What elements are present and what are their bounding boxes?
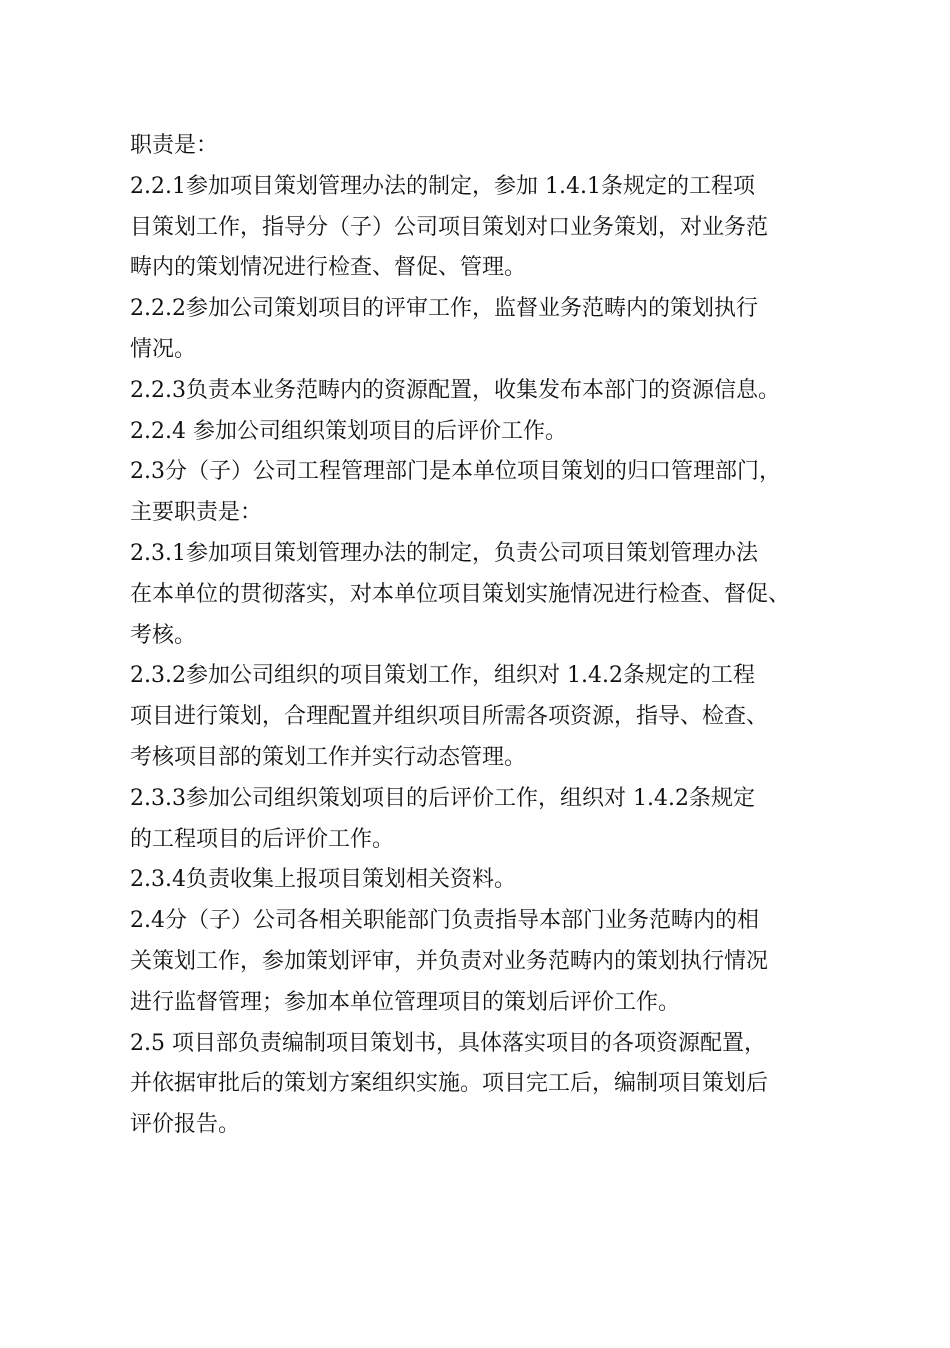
- text-line: 进行监督管理；参加本单位管理项目的策划后评价工作。: [130, 989, 681, 1015]
- text-line: 畴内的策划情况进行检查、督促、管理。: [130, 255, 527, 281]
- text-line: 2.2.4 参加公司组织策划项目的后评价工作。: [130, 418, 567, 444]
- text-line: 2.3分（子）公司工程管理部门是本单位项目策划的归口管理部门，: [130, 459, 781, 485]
- text-line: 2.3.3参加公司组织策划项目的后评价工作，组织对 1.4.2条规定: [130, 785, 755, 811]
- text-line: 2.2.3负责本业务范畴内的资源配置，收集发布本部门的资源信息。: [130, 377, 780, 403]
- text-line: 考核。: [130, 622, 197, 648]
- text-line: 2.3.1参加项目策划管理办法的制定，负责公司项目策划管理办法: [130, 540, 758, 566]
- text-line: 评价报告。: [130, 1112, 241, 1138]
- text-line: 2.4分（子）公司各相关职能部门负责指导本部门业务范畴内的相: [130, 908, 759, 934]
- text-line: 项目进行策划，合理配置并组织项目所需各项资源，指导、检查、: [130, 704, 769, 730]
- document-body: [130, 126, 850, 1146]
- text-line: 2.2.1参加项目策划管理办法的制定，参加 1.4.1条规定的工程项: [130, 173, 755, 199]
- text-line: 并依据审批后的策划方案组织实施。项目完工后，编制项目策划后: [130, 1071, 769, 1097]
- text-line: 目策划工作，指导分（子）公司项目策划对口业务策划，对业务范: [130, 214, 769, 240]
- text-line: 2.5 项目部负责编制项目策划书，具体落实项目的各项资源配置，: [130, 1030, 766, 1056]
- text-line: 2.3.4负责收集上报项目策划相关资料。: [130, 867, 516, 893]
- text-line: 的工程项目的后评价工作。: [130, 826, 395, 852]
- text-line: 情况。: [130, 336, 197, 362]
- text-line: 2.3.2参加公司组织的项目策划工作，组织对 1.4.2条规定的工程: [130, 663, 755, 689]
- text-line: 考核项目部的策划工作并实行动态管理。: [130, 744, 527, 770]
- text-line: 2.2.2参加公司策划项目的评审工作，监督业务范畴内的策划执行: [130, 296, 758, 322]
- text-line: 职责是：: [130, 133, 219, 158]
- text-line: 在本单位的贯彻落实，对本单位项目策划实施情况进行检查、督促、: [130, 581, 791, 607]
- text-line: 关策划工作，参加策划评审，并负责对业务范畴内的策划执行情况: [130, 948, 769, 974]
- text-line: 主要职责是：: [130, 500, 263, 526]
